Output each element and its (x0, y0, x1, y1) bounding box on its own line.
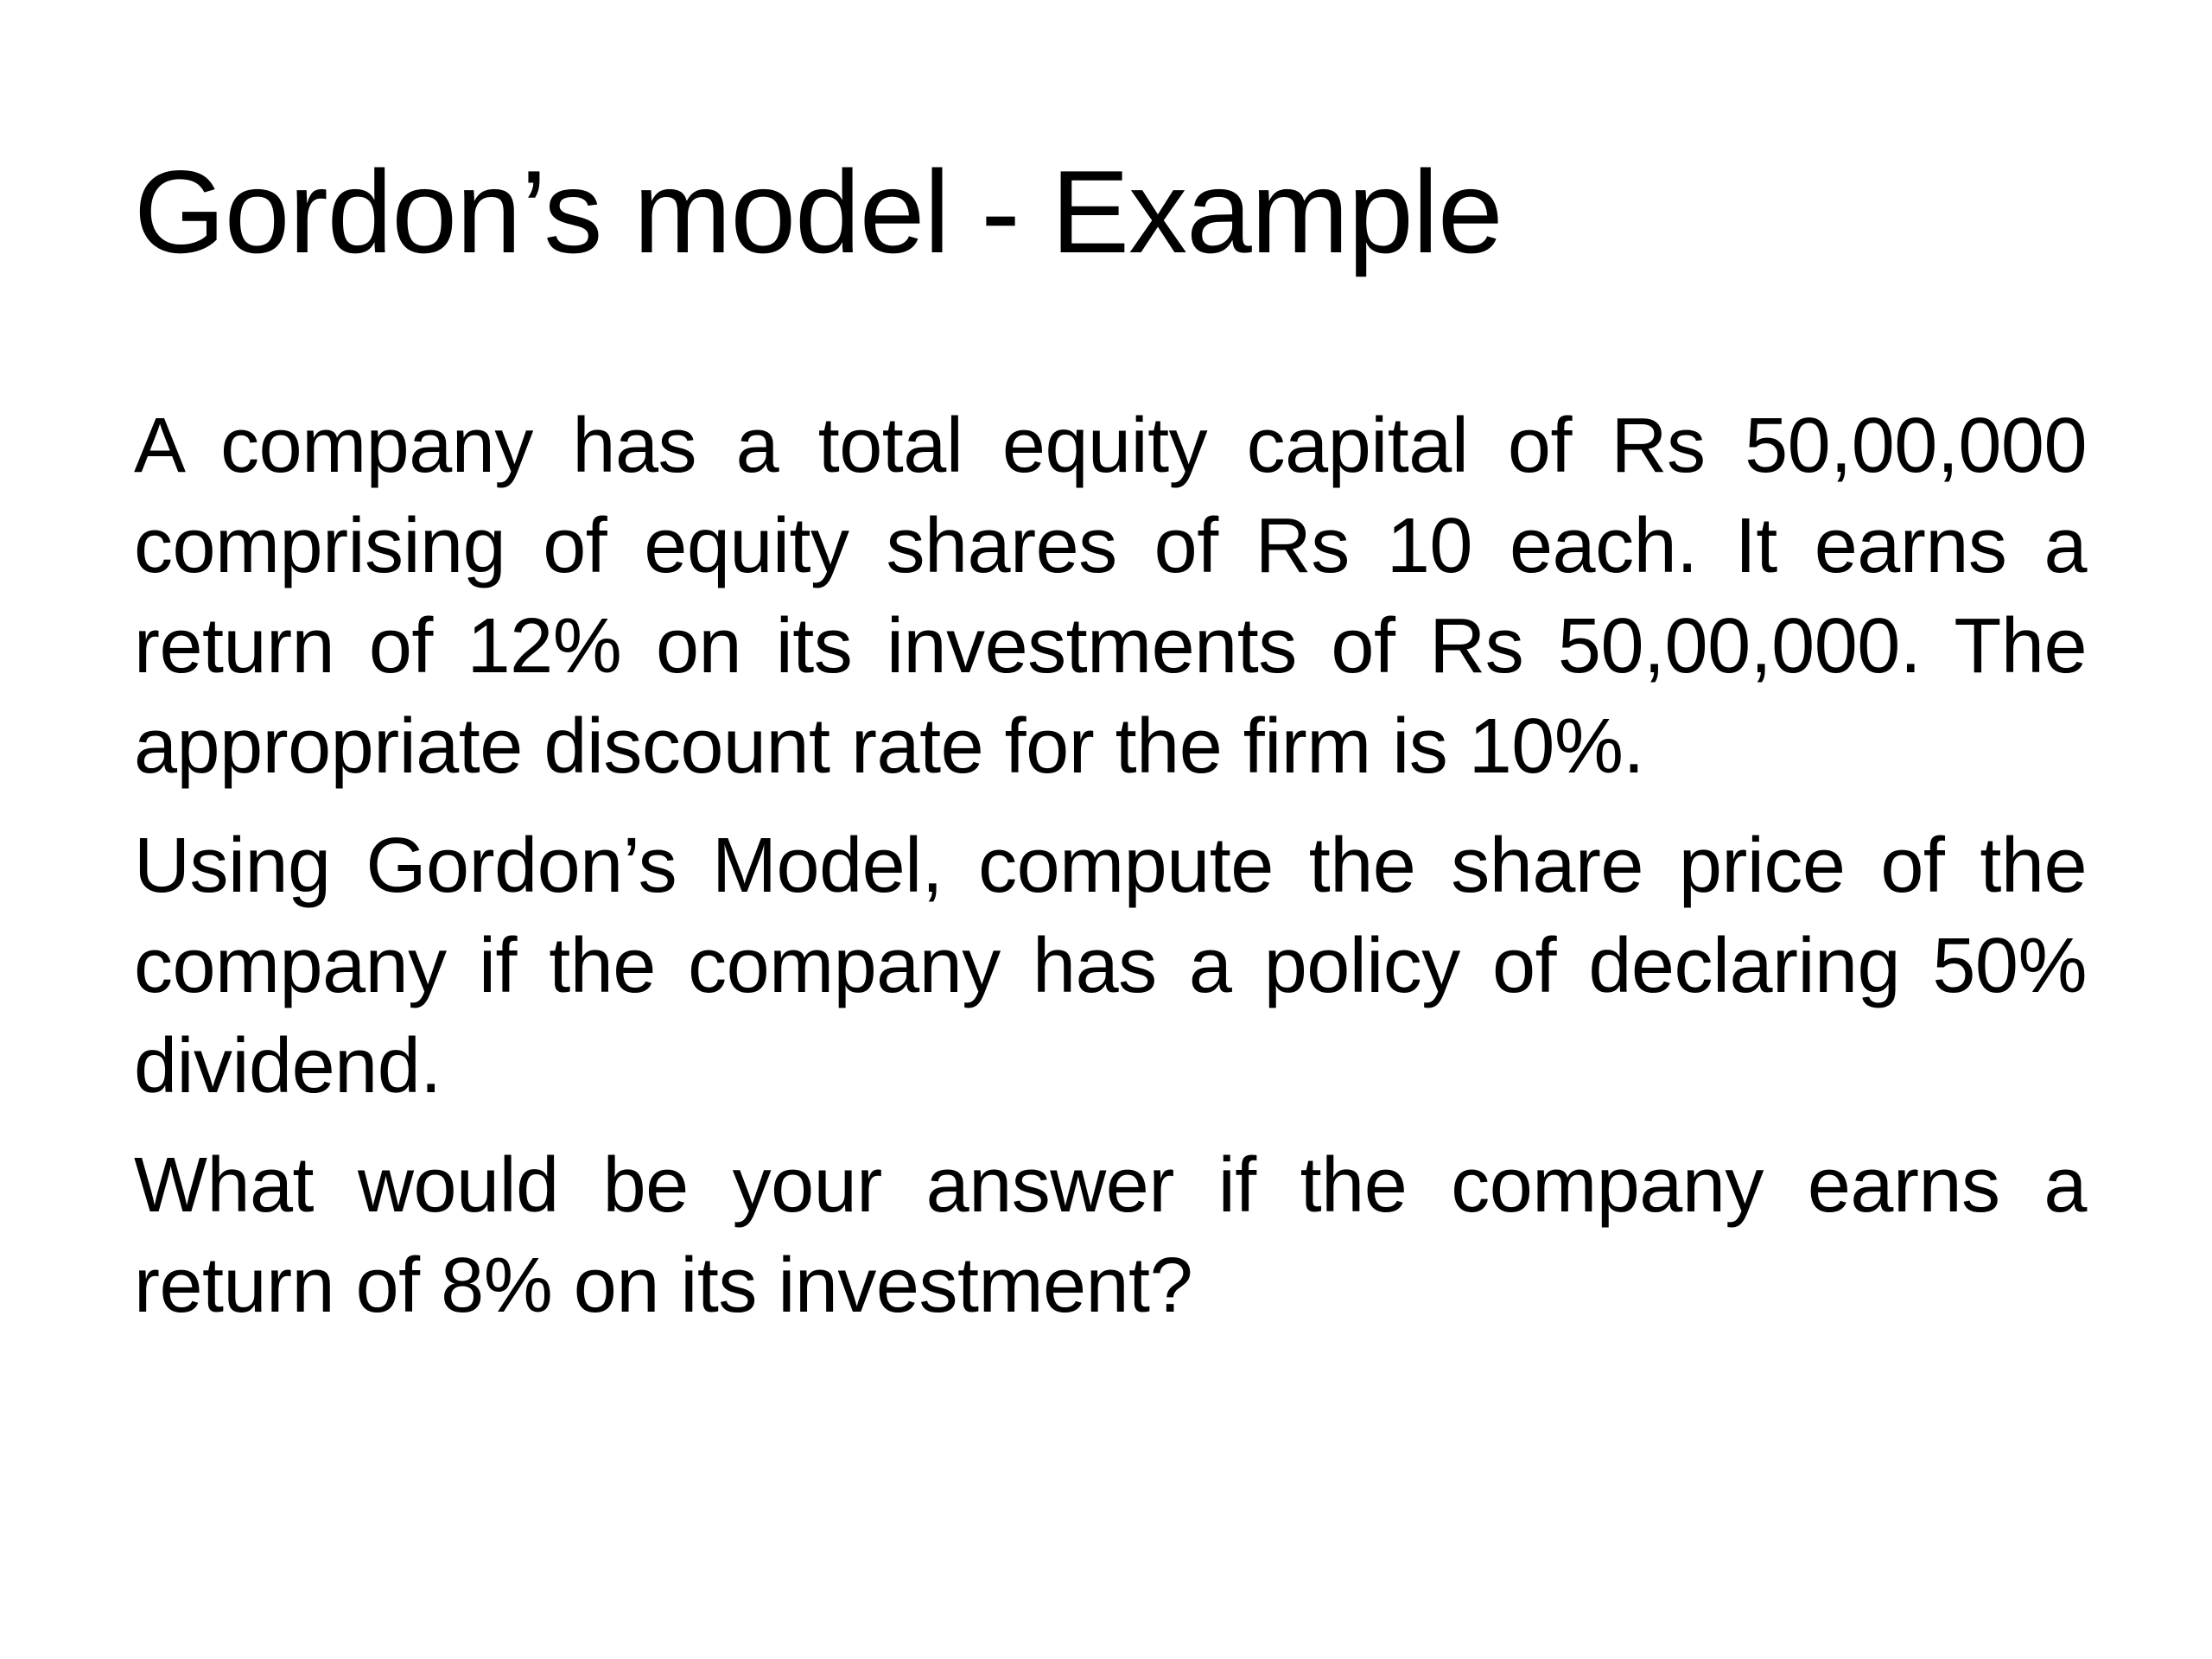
paragraph-question-one: Using Gordon’s Model, compute the share price of the company if the company has a policy of declaring 50% dividend. (134, 823, 2087, 1109)
slide-body (134, 396, 2087, 1355)
paragraph-problem-statement: A company has a total equity capital of Rs 50,00,000 comprising of equity shares of Rs 10 each. It earns a return of 12% on its investments of Rs 50,00,000. The appropriate discount rate for the firm is 10%. (134, 403, 2087, 790)
paragraph-question-two: What would be your answer if the company earns a return of 8% on its investment? (134, 1142, 2087, 1329)
slide-title: Gordon’s model - Example (134, 146, 1503, 277)
